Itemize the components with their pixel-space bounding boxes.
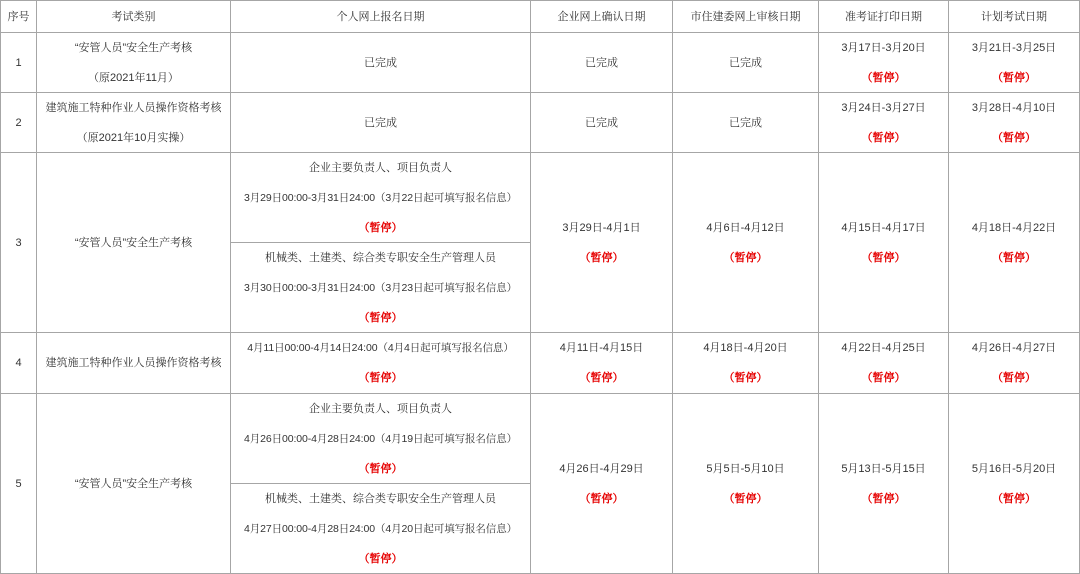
row-4-admission-ticket-cell: [819, 333, 949, 394]
row-2-category-cell: [37, 93, 231, 153]
row-2-no-cell: [1, 93, 37, 153]
header-cell-exam-date: [949, 1, 1080, 33]
registration-group: 企业主要负责人、项目负责人: [309, 161, 452, 174]
row-2-enterprise-confirmation-cell: [531, 93, 673, 153]
paused-status: （暂停）: [358, 311, 403, 324]
header-cell-category: [37, 1, 231, 33]
paused-status: （暂停）: [723, 492, 768, 505]
header-label-city-review: 市住建委网上审核日期: [690, 10, 801, 23]
date-range: 4月15日-4月17日: [841, 221, 926, 234]
date-range: 3月21日-3月25日: [971, 41, 1057, 54]
header-cell-city-review: [673, 1, 819, 33]
header-cell-no: [1, 1, 37, 33]
date-range: 3月17日-3月20日: [841, 41, 926, 54]
exam-category-text: “安管人员”安全生产考核: [74, 41, 193, 54]
date-range: 4月18日-4月22日: [971, 221, 1057, 234]
row-5-no-cell: [1, 394, 37, 574]
registration-window: 4月11日00:00-4月14日24:00（4月4日起可填写报名信息）: [247, 342, 514, 354]
row-3-enterprise-confirmation-cell: [531, 153, 673, 333]
paused-status: （暂停）: [861, 71, 906, 84]
paused-status: （暂停）: [579, 251, 624, 264]
header-label-exam-date: 计划考试日期: [981, 10, 1047, 23]
row-3-no-cell: [1, 153, 37, 333]
row-number: 5: [15, 477, 22, 490]
paused-status: （暂停）: [861, 492, 906, 505]
row-3-category-cell: [37, 153, 231, 333]
header-label-category: 考试类别: [111, 10, 156, 23]
paused-status: （暂停）: [579, 492, 624, 505]
paused-status: （暂停）: [358, 552, 403, 565]
registration-group: 机械类、土建类、综合类专职安全生产管理人员: [265, 492, 496, 505]
row-5-enterprise-confirmation-cell: [531, 394, 673, 574]
date-range: 5月13日-5月15日: [841, 462, 926, 475]
row-2-city-review-cell: [673, 93, 819, 153]
paused-status: （暂停）: [723, 372, 768, 384]
registration-window: 4月27日00:00-4月28日24:00（4月20日起可填写报名信息）: [243, 522, 517, 535]
row-5-admission-ticket-cell: [819, 394, 949, 574]
exam-category-text: 建筑施工特种作业人员操作资格考核: [45, 101, 222, 114]
date-range: 4月26日-4月29日: [559, 462, 644, 475]
date-range: 4月6日-4月12日: [706, 221, 785, 234]
header-cell-admission-ticket: [819, 1, 949, 33]
exam-category-text: 建筑施工特种作业人员操作资格考核: [45, 357, 222, 369]
date-range: 3月24日-3月27日: [841, 101, 926, 114]
header-cell-personal-registration: [231, 1, 531, 33]
paused-status: （暂停）: [992, 251, 1036, 264]
row-1-personal-registration-cell: [231, 33, 531, 93]
row-number: 2: [15, 116, 22, 129]
paused-status: （暂停）: [861, 372, 906, 384]
row-3-personal-registration-cell-safety-managers: [231, 243, 531, 333]
paused-status: （暂停）: [992, 492, 1036, 505]
row-4-no-cell: [1, 333, 37, 394]
row-4-exam-date-cell: [949, 333, 1080, 394]
paused-status: （暂停）: [579, 372, 624, 384]
date-range: 4月18日-4月20日: [703, 342, 788, 354]
row-4-personal-registration-cell: [231, 333, 531, 394]
row-number: 4: [15, 357, 22, 369]
completed-status: 已完成: [729, 116, 762, 129]
row-5-category-cell: [37, 394, 231, 574]
exam-category-note: （原2021年11月）: [88, 71, 179, 84]
completed-status: 已完成: [729, 56, 762, 69]
row-5-exam-date-cell: [949, 394, 1080, 574]
header-cell-enterprise-confirmation: [531, 1, 673, 33]
row-1-city-review-cell: [673, 33, 819, 93]
registration-group: 机械类、土建类、综合类专职安全生产管理人员: [265, 251, 496, 264]
row-1-category-cell: [37, 33, 231, 93]
row-3-exam-date-cell: [949, 153, 1080, 333]
row-5-city-review-cell: [673, 394, 819, 574]
row-2-exam-date-cell: [949, 93, 1080, 153]
paused-status: （暂停）: [358, 462, 403, 475]
date-range: 3月29日-4月1日: [562, 221, 641, 234]
row-2-personal-registration-cell: [231, 93, 531, 153]
completed-status: 已完成: [364, 56, 397, 69]
paused-status: （暂停）: [992, 372, 1036, 384]
registration-window: 3月29日00:00-3月31日24:00（3月22日起可填写报名信息）: [243, 191, 517, 204]
row-number: 1: [15, 56, 22, 69]
paused-status: （暂停）: [992, 131, 1036, 144]
paused-status: （暂停）: [992, 71, 1036, 84]
row-1-exam-date-cell: [949, 33, 1080, 93]
row-4-city-review-cell: [673, 333, 819, 394]
row-1-enterprise-confirmation-cell: [531, 33, 673, 93]
row-1-no-cell: [1, 33, 37, 93]
row-3-city-review-cell: [673, 153, 819, 333]
registration-window: 3月30日00:00-3月31日24:00（3月23日起可填写报名信息）: [243, 281, 517, 294]
row-4-category-cell: [37, 333, 231, 394]
date-range: 5月16日-5月20日: [971, 462, 1057, 475]
paused-status: （暂停）: [358, 372, 403, 384]
exam-category-text: “安管人员”安全生产考核: [74, 477, 193, 490]
completed-status: 已完成: [364, 116, 397, 129]
row-3-personal-registration-cell-principals: [231, 153, 531, 243]
registration-group: 企业主要负责人、项目负责人: [309, 402, 452, 415]
date-range: 5月5日-5月10日: [706, 462, 785, 475]
row-1-admission-ticket-cell: [819, 33, 949, 93]
row-3-admission-ticket-cell: [819, 153, 949, 333]
completed-status: 已完成: [585, 116, 618, 129]
paused-status: （暂停）: [358, 221, 403, 234]
row-5-personal-registration-cell-principals: [231, 394, 531, 484]
header-label-enterprise-confirmation: 企业网上确认日期: [557, 10, 646, 23]
date-range: 4月11日-4月15日: [559, 342, 644, 354]
date-range: 3月28日-4月10日: [971, 101, 1057, 114]
header-label-no: 序号: [7, 10, 30, 23]
paused-status: （暂停）: [723, 251, 768, 264]
row-2-admission-ticket-cell: [819, 93, 949, 153]
row-number: 3: [15, 236, 22, 249]
header-label-personal-registration: 个人网上报名日期: [336, 10, 425, 23]
row-4-enterprise-confirmation-cell: [531, 333, 673, 394]
paused-status: （暂停）: [861, 251, 906, 264]
registration-window: 4月26日00:00-4月28日24:00（4月19日起可填写报名信息）: [243, 432, 517, 445]
date-range: 4月26日-4月27日: [971, 342, 1057, 354]
exam-category-text: “安管人员”安全生产考核: [74, 236, 193, 249]
date-range: 4月22日-4月25日: [841, 342, 926, 354]
completed-status: 已完成: [585, 56, 618, 69]
row-5-personal-registration-cell-safety-managers: [231, 484, 531, 574]
exam-category-note: （原2021年10月实操）: [76, 131, 191, 144]
header-label-admission-ticket: 准考证打印日期: [845, 10, 922, 23]
paused-status: （暂停）: [861, 131, 906, 144]
